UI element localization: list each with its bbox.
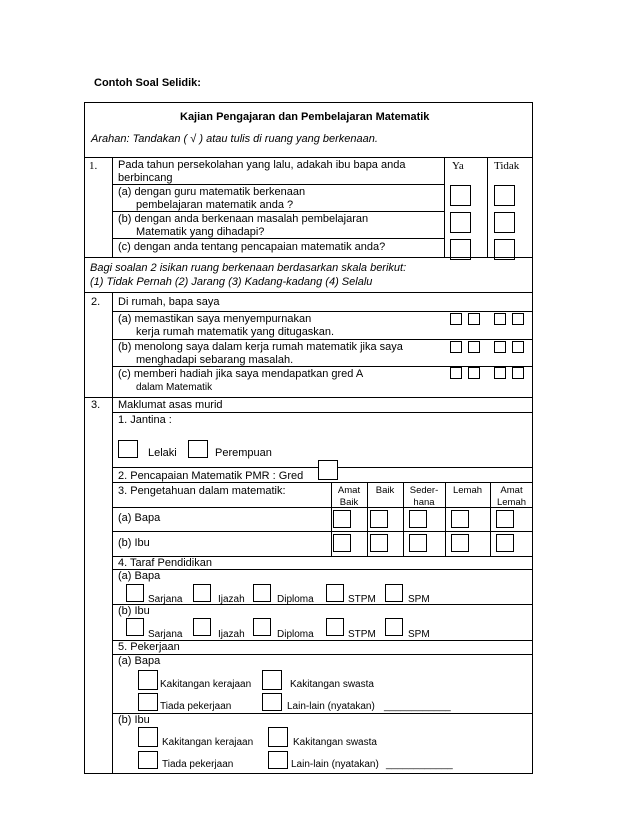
divider: [112, 713, 533, 714]
father-label: (a) Bapa: [118, 512, 161, 524]
option-label: Ijazah: [218, 629, 245, 640]
divider: [487, 157, 488, 257]
pmr-grade-field[interactable]: [318, 460, 338, 480]
yes-label: Ya: [452, 160, 464, 172]
mother-label: (b) Ibu: [118, 537, 150, 549]
father-sarjana-checkbox[interactable]: [126, 584, 144, 602]
mother-gov-checkbox[interactable]: [138, 727, 158, 747]
mother-private-checkbox[interactable]: [268, 727, 288, 747]
father-spm-checkbox[interactable]: [385, 584, 403, 602]
divider: [84, 292, 533, 293]
q1b-yes-checkbox[interactable]: [450, 212, 471, 233]
scale-text: (1) Tidak Pernah (2) Jarang (3) Kadang-kadang (4) Selalu: [90, 276, 373, 288]
mother-label: (b) Ibu: [118, 714, 150, 726]
q1b-text: Matematik yang dihadapi?: [136, 226, 265, 238]
q2b-option-2-checkbox[interactable]: [468, 341, 480, 353]
father-label: (a) Bapa: [118, 655, 161, 667]
q2c-text: (c) memberi hadiah jika saya mendapatkan gred A: [118, 368, 364, 380]
gov-label: Kakitangan kerajaan: [160, 679, 252, 690]
mother-sederhana-checkbox[interactable]: [409, 534, 427, 552]
scale-text: Bagi soalan 2 isikan ruang berkenaan berdasarkan skala berikut:: [90, 262, 407, 274]
divider: [112, 482, 533, 483]
pmr-label: 2. Pencapaian Matematik PMR : Gred: [118, 470, 304, 482]
gender-title: 1. Jantina :: [118, 414, 172, 426]
rating-amat-baik: Baik: [339, 497, 359, 508]
private-label: Kakitangan swasta: [290, 679, 374, 690]
q2c-option-1-checkbox[interactable]: [450, 367, 462, 379]
male-checkbox[interactable]: [118, 440, 138, 458]
divider: [112, 507, 533, 508]
others-label: Lain-lain (nyatakan): [287, 701, 375, 712]
q2c-text: dalam Matematik: [136, 382, 213, 393]
option-label: Diploma: [277, 629, 314, 640]
divider: [112, 292, 113, 397]
unemployed-label: Tiada pekerjaan: [160, 701, 232, 712]
option-label: Sarjana: [148, 629, 183, 640]
rating-amat-baik: Amat: [337, 485, 361, 496]
mother-amat-baik-checkbox[interactable]: [333, 534, 351, 552]
divider: [112, 339, 533, 340]
divider: [112, 569, 533, 570]
option-label: SPM: [408, 629, 430, 640]
mother-others-checkbox[interactable]: [268, 751, 288, 769]
divider: [112, 157, 113, 257]
q3-title: Maklumat asas murid: [118, 399, 223, 411]
q2b-text: (b) menolong saya dalam kerja rumah matematik jika saya: [118, 341, 403, 353]
knowledge-label: 3. Pengetahuan dalam matematik:: [118, 485, 286, 497]
q2b-option-1-checkbox[interactable]: [450, 341, 462, 353]
q2c-option-2-checkbox[interactable]: [468, 367, 480, 379]
divider: [112, 397, 113, 774]
question-number: 1.: [89, 160, 98, 172]
unemployed-label: Tiada pekerjaan: [162, 759, 234, 770]
rating-sederhana: hana: [413, 497, 435, 508]
mother-sarjana-checkbox[interactable]: [126, 618, 144, 636]
rating-amat-lemah: Amat: [500, 485, 523, 496]
rating-sederhana: Seder-: [409, 485, 439, 496]
education-title: 4. Taraf Pendidikan: [118, 557, 212, 569]
q1c-text: (c) dengan anda tentang pencapaian matematik anda?: [118, 241, 386, 253]
mother-spm-checkbox[interactable]: [385, 618, 403, 636]
divider: [84, 157, 533, 158]
option-label: Diploma: [277, 594, 314, 605]
mother-label: (b) Ibu: [118, 605, 150, 617]
father-gov-checkbox[interactable]: [138, 670, 158, 690]
gov-label: Kakitangan kerajaan: [162, 737, 254, 748]
job-title: 5. Pekerjaan: [118, 641, 180, 653]
father-sederhana-checkbox[interactable]: [409, 510, 427, 528]
divider: [84, 397, 533, 398]
father-private-checkbox[interactable]: [262, 670, 282, 690]
option-label: STPM: [348, 594, 376, 605]
father-ijazah-checkbox[interactable]: [193, 584, 211, 602]
divider: [444, 157, 445, 257]
option-label: STPM: [348, 629, 376, 640]
father-baik-checkbox[interactable]: [370, 510, 388, 528]
page-heading: Contoh Soal Selidik:: [94, 77, 201, 89]
mother-stpm-checkbox[interactable]: [326, 618, 344, 636]
divider: [112, 604, 533, 605]
q2a-option-1-checkbox[interactable]: [450, 313, 462, 325]
divider: [112, 238, 444, 239]
q2c-option-4-checkbox[interactable]: [512, 367, 524, 379]
q1a-text: (a) dengan guru matematik berkenaan: [118, 186, 306, 198]
instruction-text: Arahan: Tandakan ( √ ) atau tulis di ruang yang berkenaan.: [91, 133, 378, 145]
q2b-option-3-checkbox[interactable]: [494, 341, 506, 353]
mother-ijazah-checkbox[interactable]: [193, 618, 211, 636]
rating-baik: Baik: [375, 485, 395, 496]
q1b-text: (b) dengan anda berkenaan masalah pembelajaran: [118, 213, 369, 225]
q2a-option-4-checkbox[interactable]: [512, 313, 524, 325]
divider: [112, 184, 444, 185]
q2a-text: kerja rumah matematik yang ditugaskan.: [136, 326, 335, 338]
divider: [112, 211, 444, 212]
question-number: 3.: [91, 399, 101, 411]
q1a-yes-checkbox[interactable]: [450, 185, 471, 206]
others-label: Lain-lain (nyatakan): [291, 759, 379, 770]
option-label: Sarjana: [148, 594, 183, 605]
divider: [112, 311, 533, 312]
father-stpm-checkbox[interactable]: [326, 584, 344, 602]
q2b-option-4-checkbox[interactable]: [512, 341, 524, 353]
q1a-text: pembelajaran matematik anda ?: [136, 199, 294, 211]
father-amat-lemah-checkbox[interactable]: [496, 510, 514, 528]
q1-text: Pada tahun persekolahan yang lalu, adakah ibu bapa anda: [118, 159, 406, 171]
mother-diploma-checkbox[interactable]: [253, 618, 271, 636]
father-others-checkbox[interactable]: [262, 693, 282, 711]
divider: [112, 531, 533, 532]
no-label: Tidak: [494, 160, 520, 172]
father-unemployed-checkbox[interactable]: [138, 693, 158, 711]
mother-amat-lemah-checkbox[interactable]: [496, 534, 514, 552]
divider: [112, 412, 533, 413]
mother-baik-checkbox[interactable]: [370, 534, 388, 552]
q2a-option-3-checkbox[interactable]: [494, 313, 506, 325]
rating-amat-lemah: Lemah: [496, 497, 527, 508]
q2c-option-3-checkbox[interactable]: [494, 367, 506, 379]
female-checkbox[interactable]: [188, 440, 208, 458]
q2-title: Di rumah, bapa saya: [118, 296, 220, 308]
father-lemah-checkbox[interactable]: [451, 510, 469, 528]
q1b-no-checkbox[interactable]: [494, 212, 515, 233]
q1-text: berbincang: [118, 172, 173, 184]
divider: [112, 654, 533, 655]
q2a-option-2-checkbox[interactable]: [468, 313, 480, 325]
father-amat-baik-checkbox[interactable]: [333, 510, 351, 528]
question-number: 2.: [91, 296, 101, 308]
mother-lemah-checkbox[interactable]: [451, 534, 469, 552]
q2b-text: menghadapi sebarang masalah.: [136, 354, 294, 366]
q2a-text: (a) memastikan saya menyempurnakan: [118, 313, 312, 325]
option-label: Ijazah: [218, 594, 245, 605]
others-input[interactable]: ____________: [386, 759, 453, 770]
rating-lemah: Lemah: [452, 485, 483, 496]
divider: [84, 257, 533, 258]
female-label: Perempuan: [215, 447, 272, 459]
father-label: (a) Bapa: [118, 570, 161, 582]
option-label: SPM: [408, 594, 430, 605]
q1a-no-checkbox[interactable]: [494, 185, 515, 206]
male-label: Lelaki: [148, 447, 177, 459]
private-label: Kakitangan swasta: [293, 737, 377, 748]
father-diploma-checkbox[interactable]: [253, 584, 271, 602]
others-input[interactable]: ____________: [384, 701, 451, 712]
form-title: Kajian Pengajaran dan Pembelajaran Matematik: [180, 111, 430, 123]
mother-unemployed-checkbox[interactable]: [138, 751, 158, 769]
